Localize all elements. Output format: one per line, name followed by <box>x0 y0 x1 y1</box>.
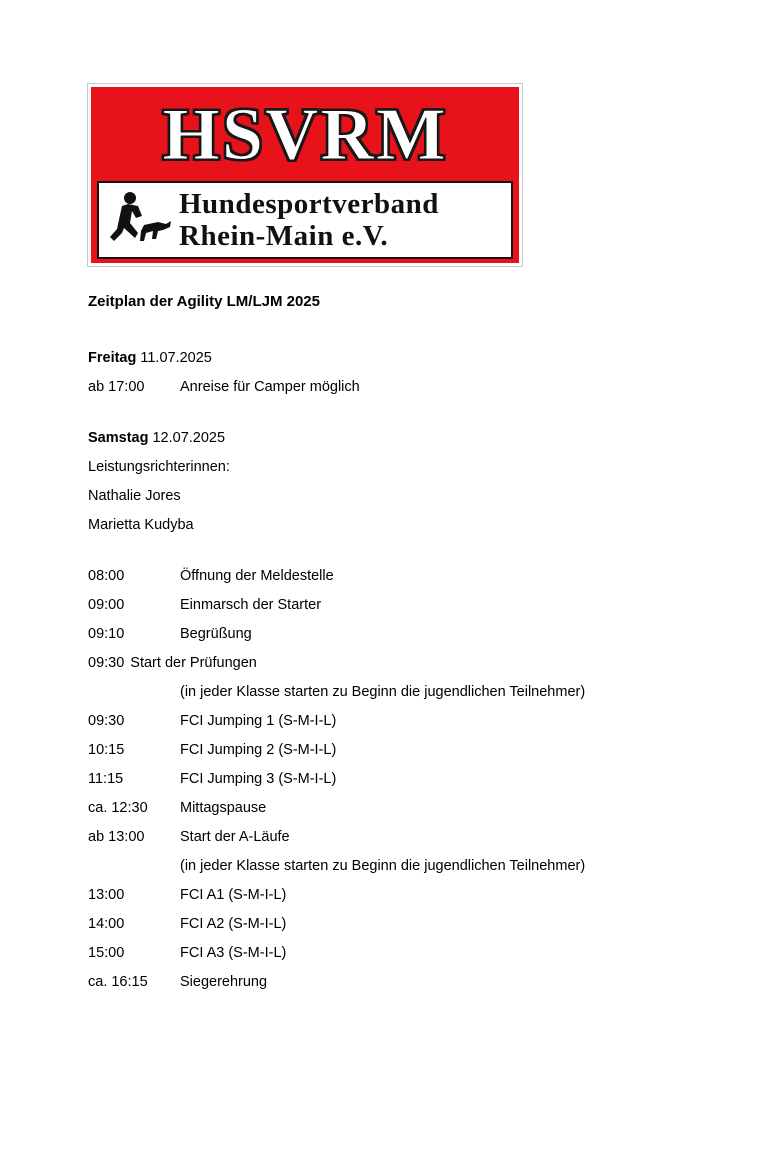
entry-time: ca. 12:30 <box>88 800 148 816</box>
page-title: Zeitplan der Agility LM/LJM 2025 <box>88 293 320 310</box>
entry-description: FCI Jumping 3 (S-M-I-L) <box>180 771 337 787</box>
schedule-row <box>88 591 675 620</box>
entry-description: Siegerehrung <box>180 974 268 990</box>
entry-time: 10:15 <box>88 742 125 758</box>
entry-time: 14:00 <box>88 916 125 932</box>
spacer <box>88 312 675 344</box>
schedule-row <box>88 765 675 794</box>
entry-description: Mittagspause <box>180 800 267 816</box>
entry-time: 13:00 <box>88 887 125 903</box>
schedule-row <box>88 794 675 823</box>
note-youth-participants: (in jeder Klasse starten zu Beginn die jugendlichen Teilnehmer) <box>180 858 586 874</box>
schedule-row <box>88 823 675 852</box>
saturday-date: 12.07.2025 <box>152 430 226 446</box>
schedule-row <box>88 881 675 910</box>
judge-name: Marietta Kudyba <box>88 517 194 533</box>
note-youth-participants: (in jeder Klasse starten zu Beginn die jugendlichen Teilnehmer) <box>180 684 586 700</box>
schedule-row <box>88 620 675 649</box>
spacer <box>88 540 675 562</box>
friday-heading <box>88 344 675 373</box>
judge-name: Nathalie Jores <box>88 488 181 504</box>
entry-description: FCI A2 (S-M-I-L) <box>180 916 287 932</box>
entry-description: FCI Jumping 1 (S-M-I-L) <box>180 713 337 729</box>
document-page <box>0 84 763 1164</box>
entry-time: 09:30 <box>88 713 125 729</box>
schedule-row <box>88 939 675 968</box>
entry-time: ab 17:00 <box>88 379 145 395</box>
logo-acronym: HSVRM <box>162 94 448 176</box>
entry-time: 11:15 <box>88 771 124 787</box>
saturday-heading <box>88 424 675 453</box>
entry-time: ab 13:00 <box>88 829 145 845</box>
schedule-row-start <box>88 649 675 678</box>
entry-description: FCI A1 (S-M-I-L) <box>180 887 287 903</box>
friday-date: 11.07.2025 <box>140 350 212 366</box>
entry-time: 09:10 <box>88 626 125 642</box>
judges-heading: Leistungsrichterinnen: <box>88 459 230 475</box>
entry-description: FCI Jumping 2 (S-M-I-L) <box>180 742 337 758</box>
logo-line-1: Hundesportverband <box>179 188 439 220</box>
schedule-row <box>88 968 675 997</box>
entry-description: FCI A3 (S-M-I-L) <box>180 945 287 961</box>
entry-description: Anreise für Camper möglich <box>180 379 360 395</box>
entry-time: 15:00 <box>88 945 125 961</box>
logo-banner <box>97 93 513 177</box>
logo-nameplate <box>97 181 513 259</box>
schedule-row <box>88 910 675 939</box>
hsvrm-logo <box>88 84 522 266</box>
spacer <box>88 402 675 424</box>
entry-time: 09:00 <box>88 597 125 613</box>
entry-description: Öffnung der Meldestelle <box>180 568 334 584</box>
logo-line-2: Rhein-Main e.V. <box>179 220 389 252</box>
entry-time: ca. 16:15 <box>88 974 148 990</box>
entry-time: 09:30 <box>88 655 125 671</box>
entry-description: Start der A-Läufe <box>180 829 290 845</box>
running-dog-and-handler-icon <box>105 186 177 254</box>
schedule-row <box>88 736 675 765</box>
saturday-day-label: Samstag <box>88 430 149 446</box>
entry-time: 08:00 <box>88 568 125 584</box>
schedule-row <box>88 707 675 736</box>
entry-description: Einmarsch der Starter <box>180 597 322 613</box>
logo-text-lines <box>177 188 503 252</box>
schedule-row <box>88 373 675 402</box>
schedule-row <box>88 562 675 591</box>
entry-description: Begrüßung <box>180 626 252 642</box>
friday-day-label: Freitag <box>88 350 137 366</box>
entry-description: Start der Prüfungen <box>130 655 257 671</box>
